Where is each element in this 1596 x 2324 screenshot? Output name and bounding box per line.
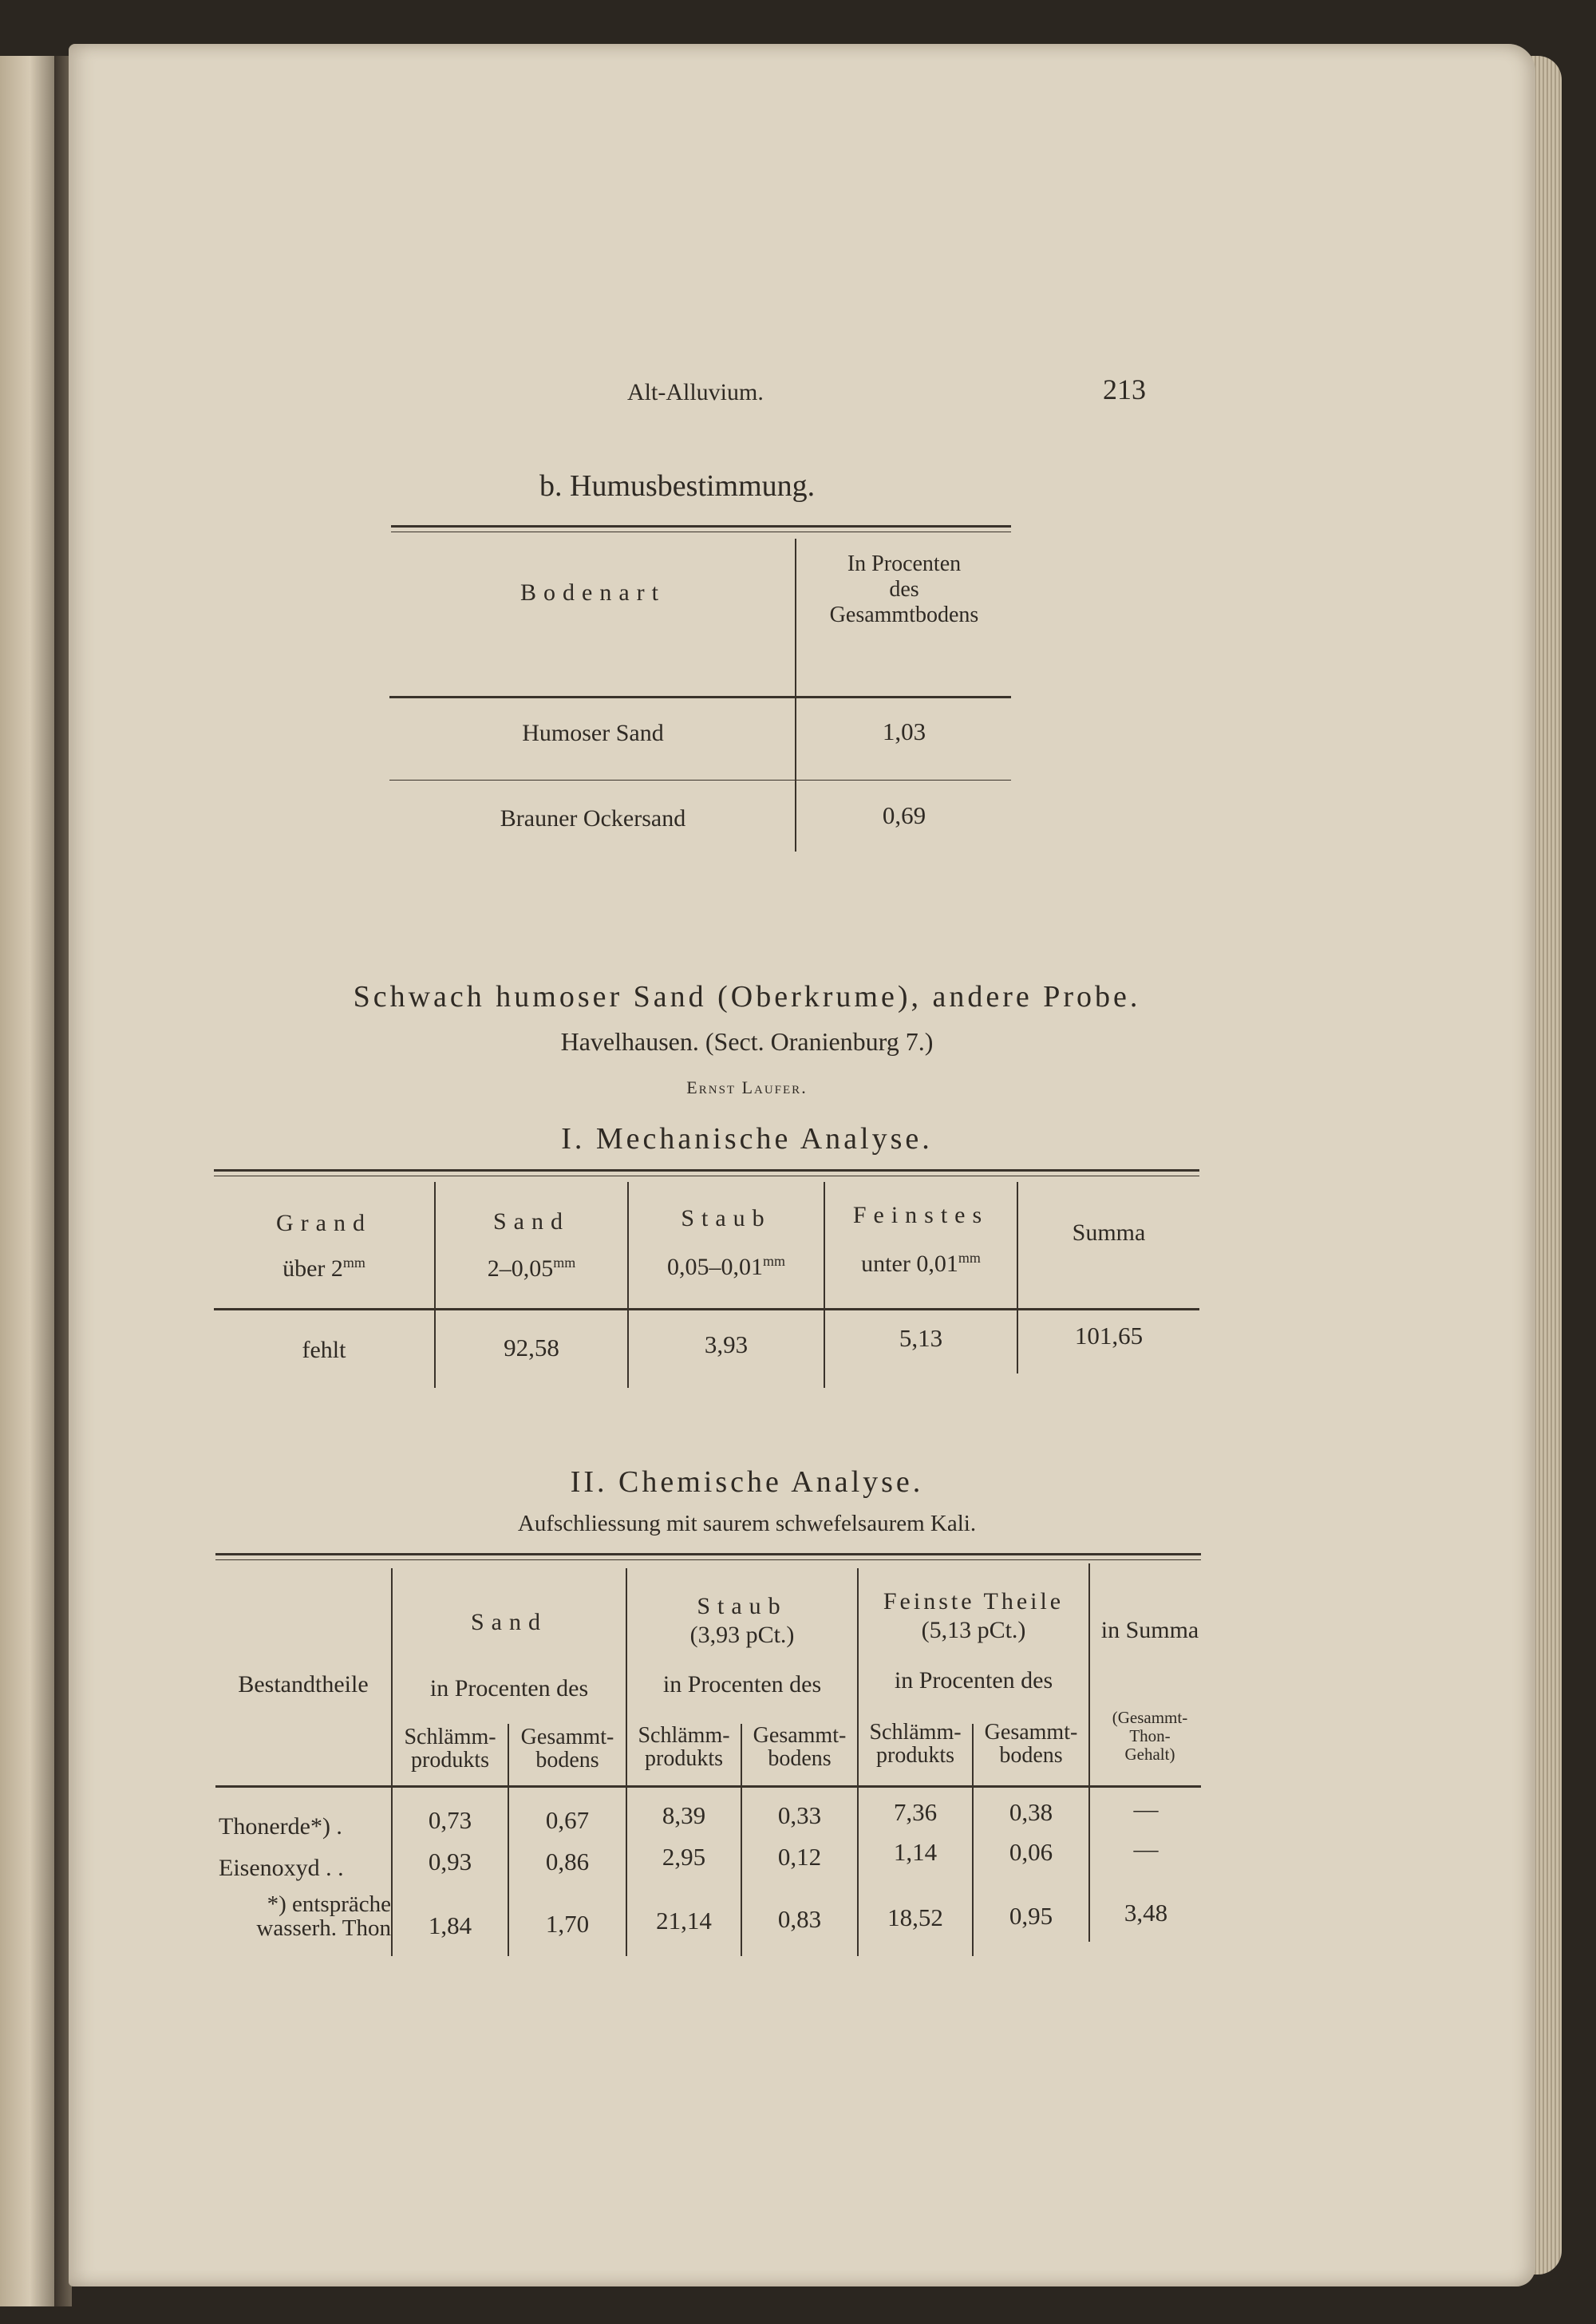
mech-header-feinstes-range <box>825 1251 1017 1277</box>
mech-header-grand-range <box>214 1256 434 1282</box>
humus-col-procenten <box>796 551 1012 629</box>
humus-col-bodenart: Bodenart <box>520 579 666 606</box>
header-line: des <box>889 577 919 603</box>
mech-header-grand: Grand <box>276 1210 372 1236</box>
section-title: Schwach humoser Sand (Oberkrume), andere Probe. <box>353 980 1141 1014</box>
range-unit: mm <box>958 1250 981 1266</box>
chem-value: 0,95 <box>1009 1902 1053 1930</box>
rule <box>391 525 1011 528</box>
sub-line: Schlämm- <box>404 1725 496 1749</box>
sub-line: Gesammt- <box>520 1725 614 1749</box>
chem-group-name: Staub <box>697 1593 788 1619</box>
header-line: Gesammtbodens <box>829 603 979 628</box>
range-unit: mm <box>342 1255 365 1271</box>
chem-value: 8,39 <box>662 1801 706 1829</box>
mech-header-staub: Staub <box>681 1205 772 1231</box>
mech-value: 3,93 <box>704 1330 749 1358</box>
label-line: wasserh. Thon <box>256 1915 391 1942</box>
left-page-edge <box>0 56 54 2306</box>
chem-summa-note <box>1090 1709 1210 1764</box>
range-unit: mm <box>553 1255 576 1271</box>
chem-value: 0,73 <box>428 1806 472 1834</box>
humus-row-value: 0,69 <box>882 801 926 829</box>
page-number: 213 <box>1103 374 1146 405</box>
rule <box>214 1169 1199 1172</box>
mech-value: 92,58 <box>504 1334 559 1362</box>
mech-header-staub-range <box>629 1255 824 1280</box>
chem-row-label: Thonerde*) . <box>219 1813 342 1840</box>
chem-value: 0,83 <box>777 1905 822 1933</box>
header-line: In Procenten <box>847 551 962 576</box>
note-line: (Gesammt- <box>1112 1708 1188 1727</box>
chem-subtitle: Aufschliessung mit saurem schwefelsaurem Kali. <box>517 1511 977 1536</box>
chem-value: 21,14 <box>656 1907 712 1935</box>
chem-title: II. Chemische Analyse. <box>570 1465 924 1499</box>
range-text: über 2 <box>282 1255 343 1282</box>
chem-group-pct: in Procenten des <box>662 1671 822 1698</box>
chem-value: 7,36 <box>893 1798 938 1826</box>
sub-line: Schlämm- <box>638 1723 730 1748</box>
mech-header-sand: Sand <box>493 1208 570 1235</box>
chem-value: — <box>1133 1795 1159 1823</box>
chem-group-pct: in Procenten des <box>894 1667 1053 1694</box>
sub-line: bodens <box>535 1748 599 1773</box>
mech-header-sand-range <box>436 1256 627 1282</box>
chem-group-name: Feinste Theile <box>883 1588 1065 1615</box>
sub-line: bodens <box>999 1743 1063 1769</box>
label-line: *) entspräche <box>267 1891 391 1917</box>
chem-value: 0,12 <box>777 1843 822 1871</box>
sub-line: produkts <box>645 1746 723 1772</box>
chem-row-label: Eisenoxyd . . <box>219 1855 344 1881</box>
section-author: Ernst Laufer. <box>686 1077 808 1097</box>
humus-title: b. Humusbestimmung. <box>539 469 816 503</box>
chem-value: 0,67 <box>545 1806 590 1834</box>
humus-row-bodenart: Humoser Sand <box>522 720 664 746</box>
chem-sub-header <box>393 1725 508 1773</box>
chem-value: — <box>1133 1835 1159 1863</box>
rule <box>215 1553 1201 1555</box>
range-unit: mm <box>762 1253 785 1269</box>
chem-sub-header <box>627 1724 741 1771</box>
sub-line: Gesammt- <box>984 1720 1078 1745</box>
chem-value: 18,52 <box>887 1903 943 1931</box>
chem-col-summa: in Summa <box>1100 1617 1199 1643</box>
chem-value: 1,14 <box>893 1838 938 1866</box>
sub-line: bodens <box>768 1746 832 1772</box>
note-line: Gehalt) <box>1124 1745 1175 1765</box>
book-page <box>69 44 1535 2286</box>
humus-row-bodenart: Brauner Ockersand <box>500 805 686 832</box>
chem-value: 0,38 <box>1009 1798 1053 1826</box>
humus-row-value: 1,03 <box>882 717 926 745</box>
mech-value: fehlt <box>302 1337 346 1363</box>
chem-value: 2,95 <box>662 1843 706 1871</box>
section-location: Havelhausen. (Sect. Oranienburg 7.) <box>560 1027 934 1056</box>
chem-value: 0,06 <box>1009 1838 1053 1866</box>
sub-line: Schlämm- <box>869 1720 962 1745</box>
chem-value: 1,70 <box>545 1910 590 1938</box>
chem-sub-header <box>509 1725 626 1773</box>
sub-line: produkts <box>876 1743 954 1769</box>
chem-group-name: Sand <box>471 1609 547 1635</box>
sub-line: produkts <box>411 1748 489 1773</box>
rule <box>215 1559 1201 1560</box>
rule <box>389 780 1011 781</box>
range-text: 0,05–0,01 <box>666 1254 763 1280</box>
rule <box>215 1785 1201 1788</box>
chem-col-bestandtheile: Bestandtheile <box>238 1671 369 1698</box>
chem-sub-header <box>859 1721 972 1768</box>
chem-group-sub: (3,93 pCt.) <box>689 1622 795 1648</box>
chem-group-sub: (5,13 pCt.) <box>921 1617 1026 1643</box>
chem-value: 3,48 <box>1124 1899 1168 1927</box>
range-text: 2–0,05 <box>487 1255 554 1282</box>
rule <box>214 1308 1199 1310</box>
chem-sub-header <box>974 1721 1088 1768</box>
mech-title: I. Mechanische Analyse. <box>561 1122 933 1156</box>
note-line: Thon- <box>1129 1726 1171 1746</box>
sub-line: Gesammt- <box>753 1723 847 1748</box>
mech-header-summa: Summa <box>1072 1219 1146 1246</box>
mech-header-feinstes: Feinstes <box>852 1202 990 1228</box>
chem-group-pct: in Procenten des <box>429 1675 589 1702</box>
range-text: unter 0,01 <box>861 1251 958 1277</box>
chem-sub-header <box>742 1724 857 1771</box>
chem-value: 0,86 <box>545 1848 590 1875</box>
chem-value: 0,93 <box>428 1848 472 1875</box>
mech-value: 5,13 <box>899 1324 943 1352</box>
rule <box>389 696 1011 698</box>
chem-value: 0,33 <box>777 1801 822 1829</box>
running-head: Alt-Alluvium. <box>627 379 764 405</box>
chem-row-label <box>215 1892 397 1941</box>
chem-value: 1,84 <box>428 1911 472 1939</box>
mech-value: 101,65 <box>1074 1322 1144 1350</box>
